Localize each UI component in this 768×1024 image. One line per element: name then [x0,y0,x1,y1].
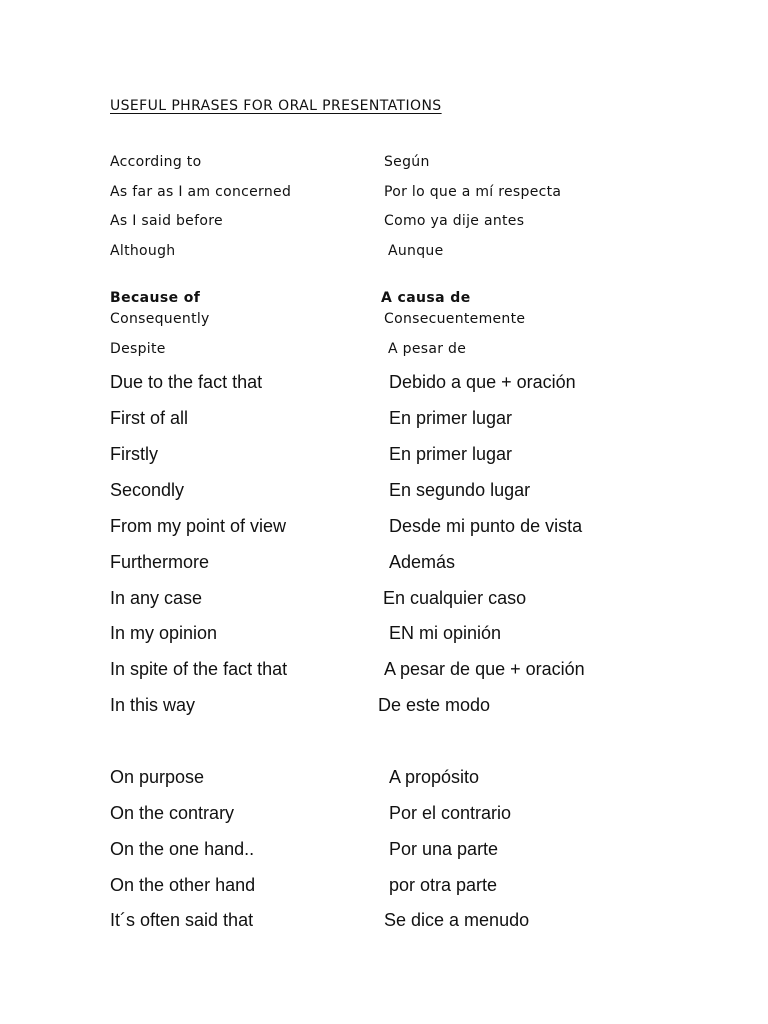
phrase-english: Secondly [110,480,185,500]
phrase-spanish: por otra parte [389,875,498,895]
phrase-spanish: Aunque [388,243,444,259]
phrase-spanish: Por lo que a mí respecta [384,184,562,200]
phrase-english: On the contrary [110,803,235,823]
phrase-english: Although [110,243,176,259]
phrase-spanish: A causa de [381,290,471,306]
phrase-spanish: Como ya dije antes [384,213,525,229]
phrase-english: Because of [110,290,201,306]
phrase-english: It´s often said that [110,910,254,930]
phrase-english: In my opinion [110,623,218,643]
phrase-english: Firstly [110,444,158,464]
phrase-english: As far as I am concerned [110,184,292,200]
phrase-spanish: A propósito [389,767,480,787]
phrase-english: First of all [110,408,189,428]
phrase-spanish: Además [389,552,456,572]
phrase-english: In this way [110,695,196,715]
phrase-english: On purpose [110,767,205,787]
phrase-english: In spite of the fact that [110,659,288,679]
phrase-spanish: EN mi opinión [389,623,502,643]
phrase-english: Due to the fact that [110,372,263,392]
phrase-spanish: Según [384,154,430,170]
phrase-spanish: En cualquier caso [383,588,527,608]
phrase-spanish: Desde mi punto de vista [389,516,583,536]
phrase-spanish: En primer lugar [389,408,513,428]
phrase-spanish: A pesar de que + oración [384,659,585,679]
phrase-spanish: En primer lugar [389,444,513,464]
phrase-english: Despite [110,341,166,357]
phrase-spanish: Por el contrario [389,803,512,823]
phrase-english: According to [110,154,202,170]
phrase-english: From my point of view [110,516,287,536]
phrase-english: Consequently [110,311,210,327]
phrase-english: In any case [110,588,203,608]
phrase-spanish: Consecuentemente [384,311,526,327]
phrase-spanish: Debido a que + oración [389,372,576,392]
phrase-english: On the one hand.. [110,839,255,859]
phrase-spanish: Por una parte [389,839,499,859]
phrase-spanish: De este modo [378,695,491,715]
document-title: USEFUL PHRASES FOR ORAL PRESENTATIONS [110,98,442,114]
phrase-english: Furthermore [110,552,210,572]
phrase-spanish: En segundo lugar [389,480,531,500]
phrase-spanish: A pesar de [388,341,467,357]
phrase-english: As I said before [110,213,223,229]
phrase-spanish: Se dice a menudo [384,910,530,930]
phrase-english: On the other hand [110,875,256,895]
